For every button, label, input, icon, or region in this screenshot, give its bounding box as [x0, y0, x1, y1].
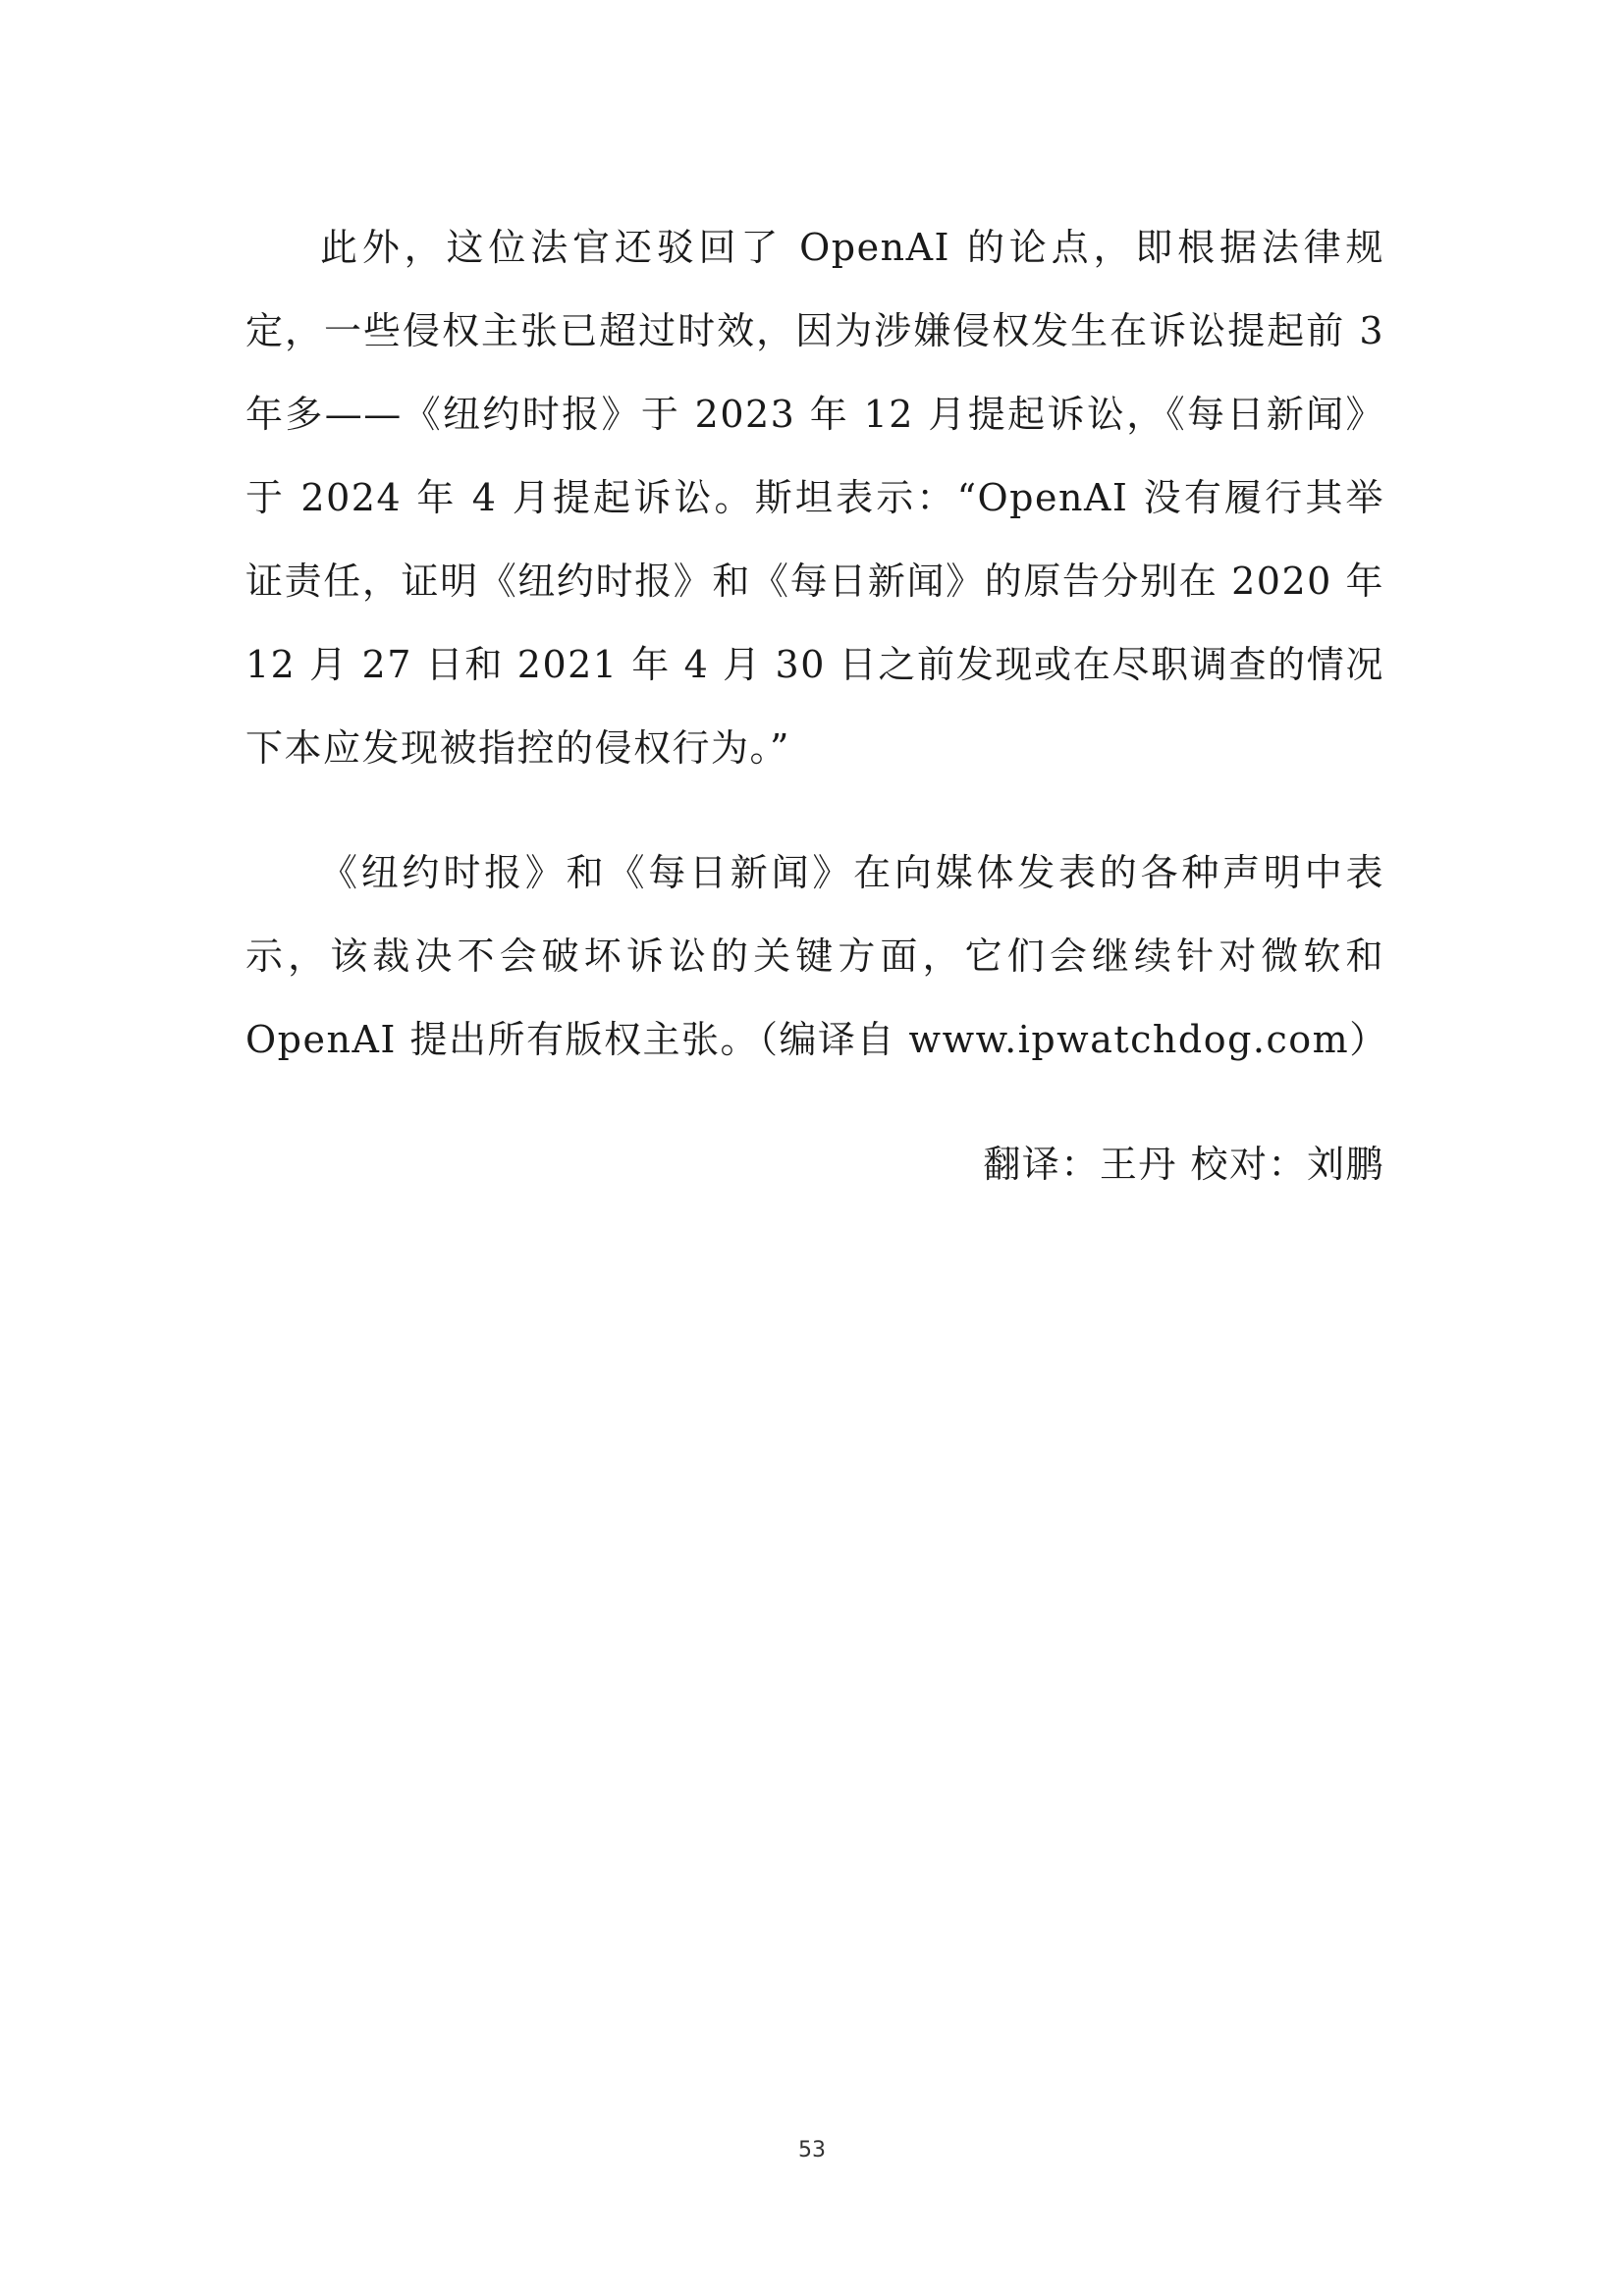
paragraph-media-statements: 《纽约时报》和《每日新闻》在向媒体发表的各种声明中表示，该裁决不会破坏诉讼的关键方面，它们会继续针对微软和 OpenAI 提出所有版权主张。（编译自 www.ipwatchdog.com）: [245, 851, 1388, 1061]
translator-credits: 翻译：王丹 校对：刘鹏: [983, 1143, 1384, 1186]
document-body: [245, 206, 1388, 1206]
page-number: 53: [798, 2138, 826, 2163]
paragraph-statute-of-limitations: 此外，这位法官还驳回了 OpenAI 的论点，即根据法律规定，一些侵权主张已超过时效，因为涉嫌侵权发生在诉讼提起前 3 年多——《纽约时报》于 2023 年 12 月提起诉讼，《每日新闻》于 2024 年 4 月提起诉讼。斯坦表示：“OpenAI 没有履行其举证责任，证明《纽约时报》和《每日新闻》的原告分别在 2020 年 12 月 27 日和 2021 年 4 月 30 日之前发现或在尽职调查的情况下本应发现被指控的侵权行为。”: [245, 226, 1384, 770]
